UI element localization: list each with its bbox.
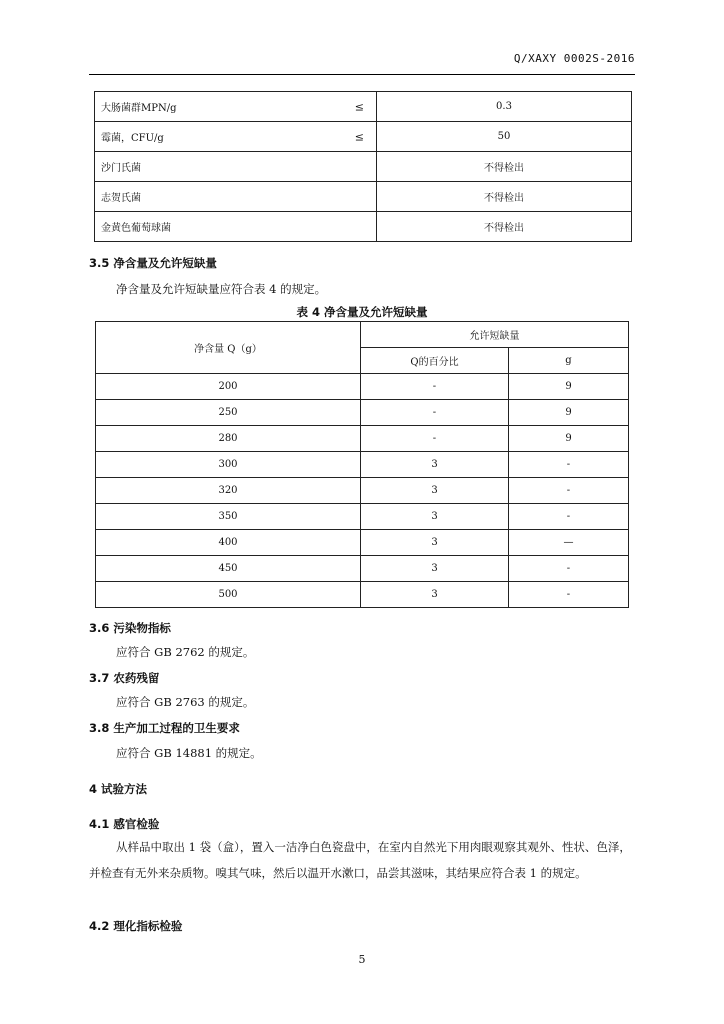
table-cell: 320 — [96, 478, 361, 504]
table-cell: — — [509, 530, 629, 556]
table-cell: 9 — [509, 374, 629, 400]
table-cell: 450 — [96, 556, 361, 582]
table-row — [96, 504, 629, 530]
table-cell: 3 — [361, 582, 509, 608]
table-cell: 9 — [509, 426, 629, 452]
table-row — [95, 182, 632, 212]
table-cell: 350 — [96, 504, 361, 530]
table-row — [96, 400, 629, 426]
net-content-table — [95, 321, 629, 608]
table-row — [95, 92, 632, 122]
table-row — [96, 478, 629, 504]
table-cell: 250 — [96, 400, 361, 426]
table-cell: 500 — [96, 582, 361, 608]
section-text: 应符合 GB 2762 的规定。 — [116, 645, 255, 659]
table-row — [96, 582, 629, 608]
table-cell — [95, 182, 377, 212]
table-header-row — [96, 322, 629, 348]
table-cell: - — [509, 582, 629, 608]
section-heading: 3.7 农药残留 — [89, 671, 160, 685]
table-cell — [95, 212, 377, 242]
section-heading: 4.1 感官检验 — [89, 817, 160, 831]
table-cell: 不得检出 — [377, 152, 632, 182]
table-cell: 400 — [96, 530, 361, 556]
section-heading: 3.5 净含量及允许短缺量 — [89, 256, 217, 270]
section-text: 净含量及允许短缺量应符合表 4 的规定。 — [116, 282, 327, 296]
indicator-name: 志贺氏菌 — [101, 193, 141, 204]
page-number: 5 — [358, 953, 366, 966]
section-text: 应符合 GB 2763 的规定。 — [116, 695, 255, 709]
table-caption: 表 4 净含量及允许短缺量 — [296, 305, 428, 319]
table-row — [96, 374, 629, 400]
header-cell: 允许短缺量 — [361, 322, 629, 348]
table-cell: 200 — [96, 374, 361, 400]
table-cell: 0.3 — [377, 92, 632, 122]
table-cell: 9 — [509, 400, 629, 426]
section-heading: 3.8 生产加工过程的卫生要求 — [89, 721, 240, 735]
header-divider — [89, 74, 635, 75]
table-row — [95, 122, 632, 152]
table-row — [96, 452, 629, 478]
table-cell: 3 — [361, 452, 509, 478]
document-code: Q/XAXY 0002S-2016 — [513, 52, 635, 65]
section-text: 应符合 GB 14881 的规定。 — [116, 746, 262, 760]
table-cell: 50 — [377, 122, 632, 152]
table-cell: 不得检出 — [377, 212, 632, 242]
table-cell: - — [361, 400, 509, 426]
table-cell: - — [361, 426, 509, 452]
table-cell: - — [509, 452, 629, 478]
indicator-name: 金黄色葡萄球菌 — [101, 223, 171, 234]
table-cell: 3 — [361, 504, 509, 530]
indicator-name: 大肠菌群MPN/g — [101, 103, 177, 114]
section-text: 从样品中取出 1 袋（盒），置入一洁净白色瓷盘中，在室内自然光下用肉眼观察其观外、性状、色泽，并检查有无外来杂质物。嗅其气味，然后以温开水漱口，品尝其滋味，其结果应符合表 1 的规定。 — [89, 840, 631, 880]
table-cell: 3 — [361, 530, 509, 556]
table-cell: 不得检出 — [377, 182, 632, 212]
table-row — [96, 530, 629, 556]
indicator-name: 霉菌，CFU/g — [101, 133, 164, 144]
section-heading: 3.6 污染物指标 — [89, 621, 171, 635]
table-row — [96, 426, 629, 452]
table-cell: - — [509, 504, 629, 530]
table-row — [95, 212, 632, 242]
table-cell — [95, 152, 377, 182]
table-cell: - — [509, 556, 629, 582]
table-cell: 3 — [361, 556, 509, 582]
table-cell — [95, 122, 377, 152]
table-cell: 3 — [361, 478, 509, 504]
limit-symbol: ≤ — [354, 100, 364, 113]
table-cell: 280 — [96, 426, 361, 452]
header-cell: Q的百分比 — [361, 348, 509, 374]
microbial-limits-table — [94, 91, 632, 242]
section-heading: 4.2 理化指标检验 — [89, 919, 183, 933]
table-cell: - — [361, 374, 509, 400]
table-cell: 300 — [96, 452, 361, 478]
table-cell — [95, 92, 377, 122]
header-cell: g — [509, 348, 629, 374]
table-cell: - — [509, 478, 629, 504]
table-row — [96, 556, 629, 582]
table-row — [95, 152, 632, 182]
header-cell: 净含量 Q（g） — [96, 322, 361, 374]
chapter-heading: 4 试验方法 — [89, 782, 148, 796]
limit-symbol: ≤ — [354, 130, 364, 143]
indicator-name: 沙门氏菌 — [101, 163, 141, 174]
